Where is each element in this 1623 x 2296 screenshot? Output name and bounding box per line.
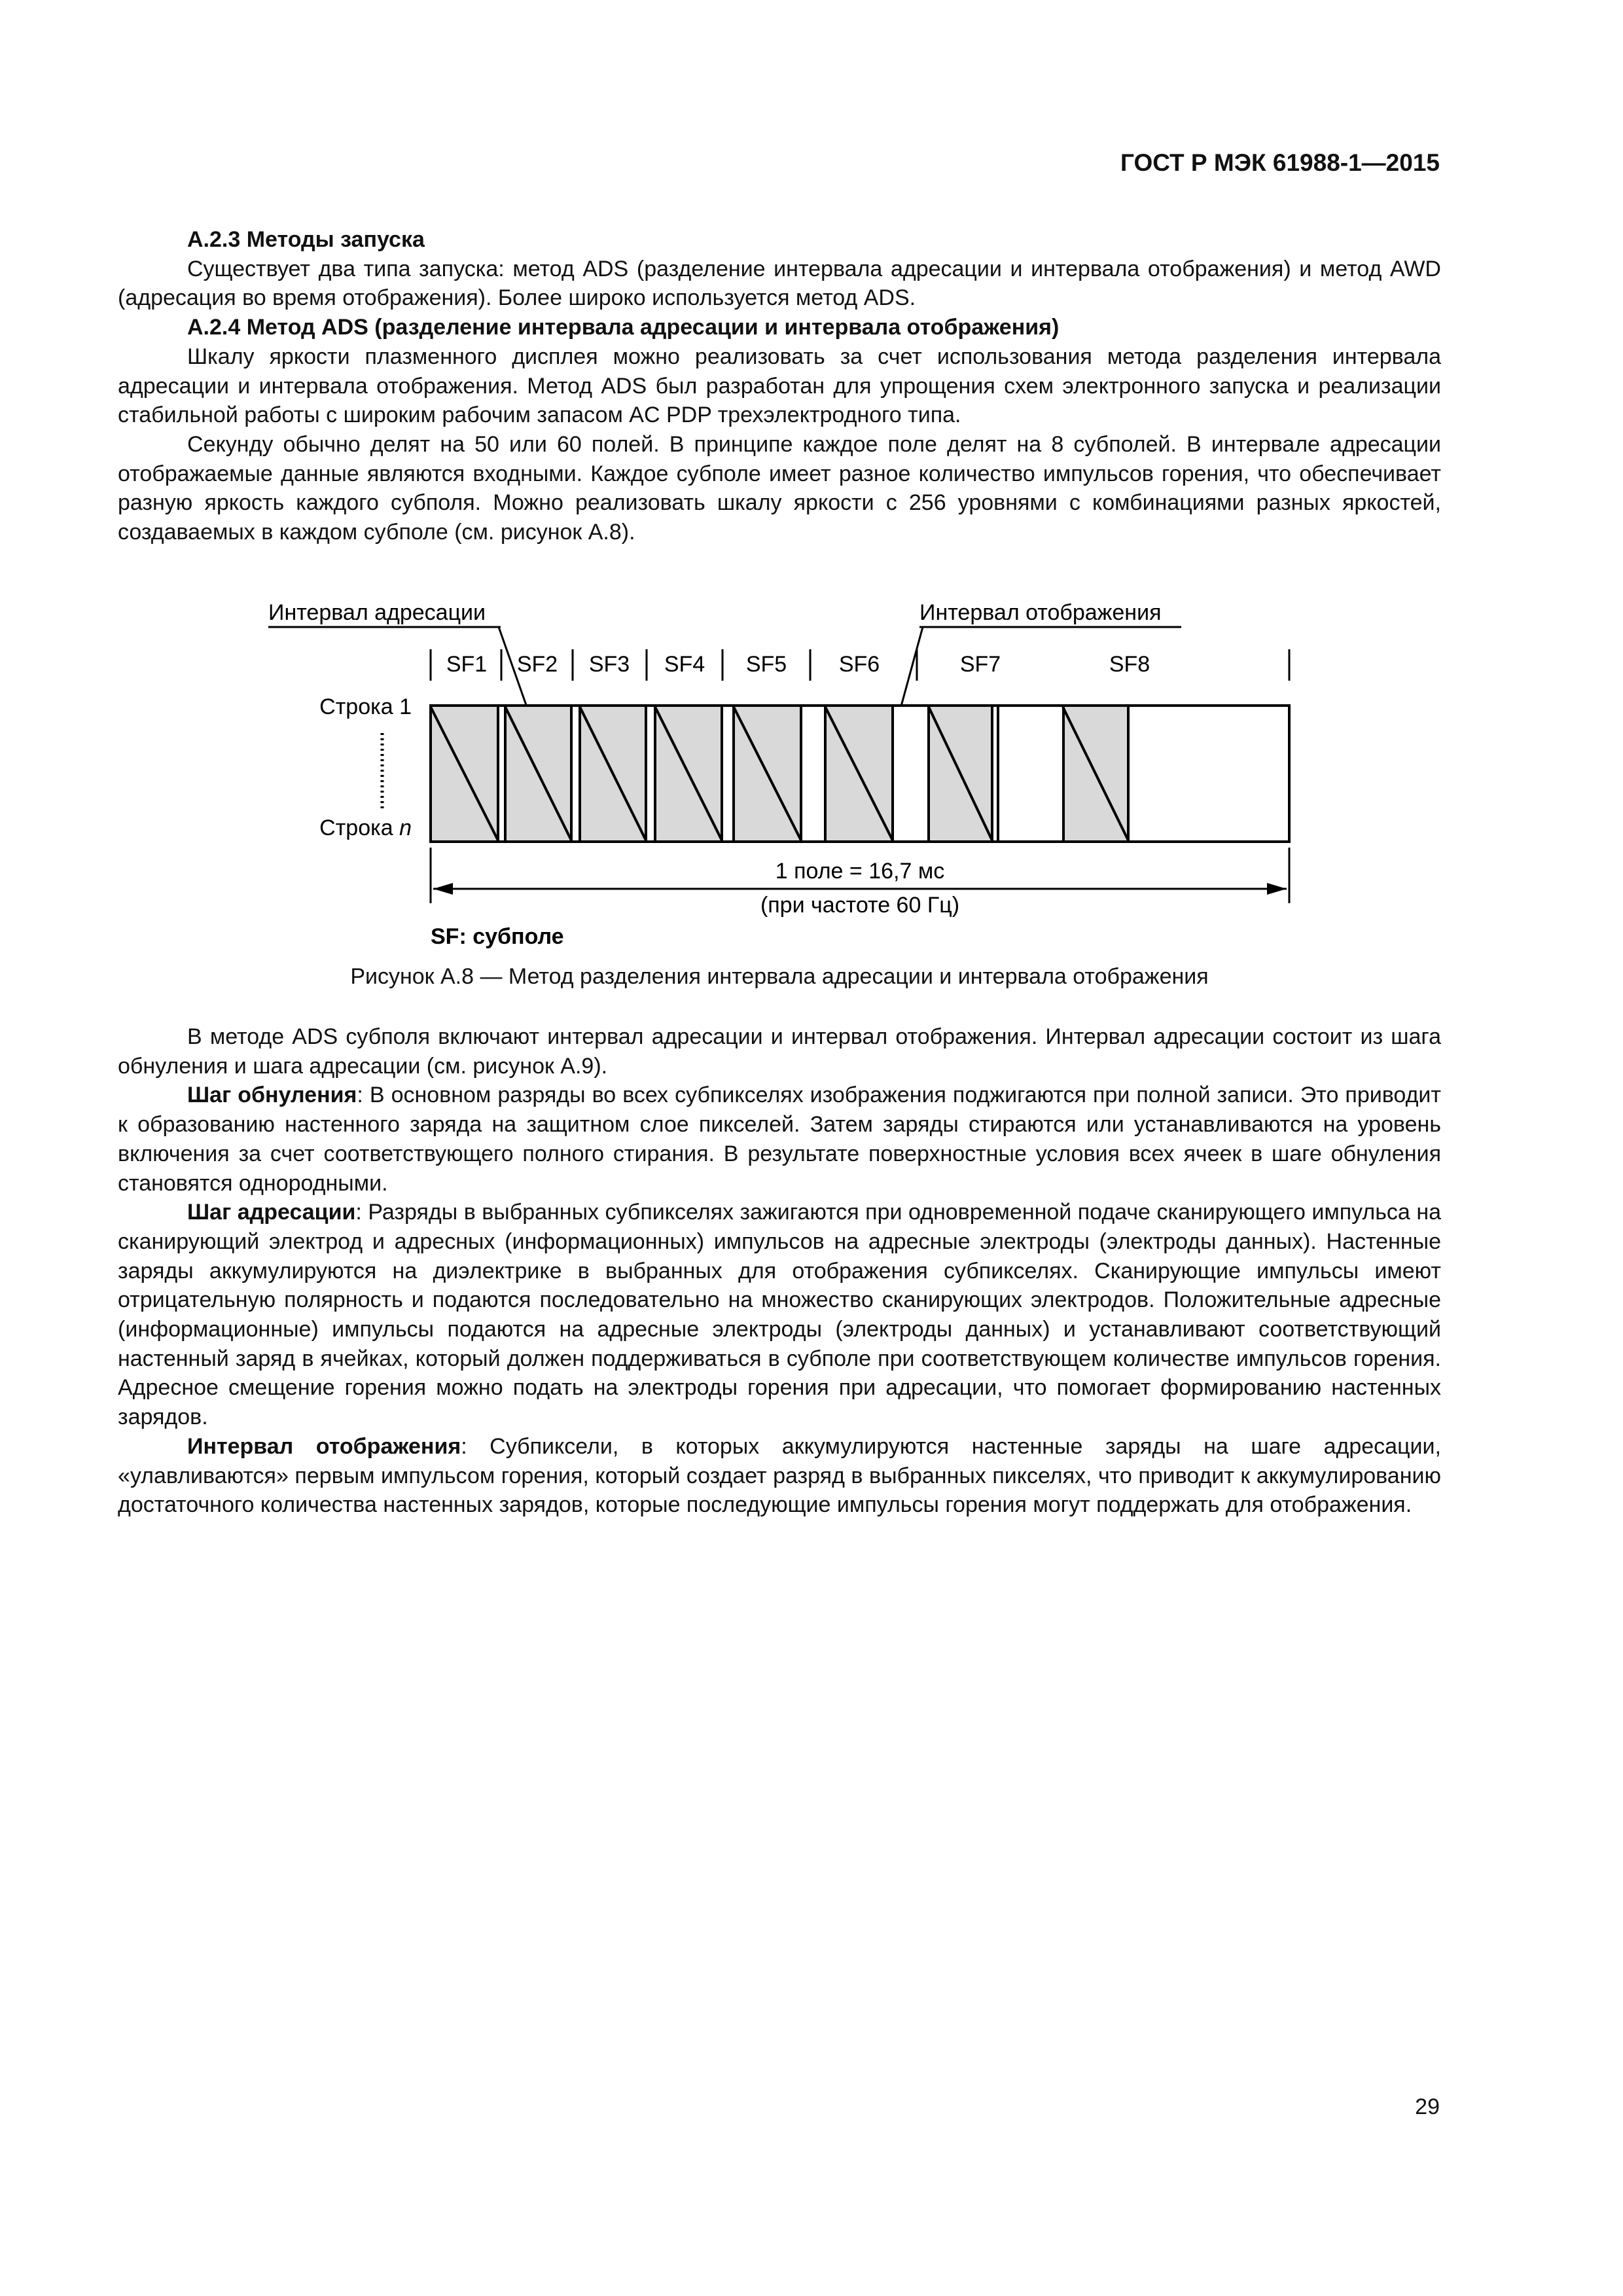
ads-diagram xyxy=(249,589,1309,956)
subfield-label: SF5 xyxy=(745,652,787,677)
subfield-label: SF1 xyxy=(446,652,488,677)
address-step-text: : Разряды в выбранных субпикселях зажигаются при одновременной подаче сканирующего импульса на сканирующий электрод и адресных (информационных) импульсов на адресные электроды (электроды данных). Настенные заряды аккумулируются на диэлектрике в выбранных для отображения субпикселях. Сканирующие импульсы имеют отрицательную полярность и подаются последовательно на множество сканирующих электродов. Положительные адресные (информационные) импульсы подаются на адресные электроды (электроды данных) и устанавливают соответствующий настенный заряд в ячейках, который должен поддерживаться в субполе при соответствующем количестве импульсов горения. Адресное смещение горения можно подать на электроды горения при адресации, что помогает формированию настенных зарядов. xyxy=(118,1200,1441,1430)
term-address-step: Шаг адресации xyxy=(187,1200,356,1225)
subfield-label: SF6 xyxy=(838,652,880,677)
figure-caption: Рисунок А.8 — Метод разделения интервала адресации и интервала отображения xyxy=(350,964,1209,989)
paragraph: Существует два типа запуска: метод ADS (разделение интервала адресации и интервала отображения) и метод AWD (адресация во время отображения). Более широко используется метод ADS. xyxy=(118,256,1441,311)
subfield-label: SF3 xyxy=(588,652,630,677)
addressing-interval-label: Интервал адресации xyxy=(268,600,486,625)
field-duration-label: 1 поле = 16,7 мс xyxy=(775,859,945,884)
paragraph: Секунду обычно делят на 50 или 60 полей. В принципе каждое поле делят на 8 субполей. В интервале адресации отображаемые данные являются входными. Каждое субполе имеет разное количество импульсов горения, что обеспечивает разную яркость каждого субполя. Можно реализовать шкалу яркости с 256 уровнями с комбинациями разных яркостей, создаваемых в каждом субполе (см. рисунок А.8). xyxy=(118,431,1441,545)
row-n-label: Строка n xyxy=(319,816,412,840)
subfield-legend: SF: субполе xyxy=(431,924,564,949)
field-frequency-label: (при частоте 60 Гц) xyxy=(760,893,960,918)
section-text-bottom xyxy=(118,1022,1441,1520)
paragraph: В методе ADS субполя включают интервал адресации и интервал отображения. Интервал адресации состоит из шага обнуления и шага адресации (см. рисунок А.9). xyxy=(118,1024,1441,1079)
reset-step-text: : В основном разряды во всех субпикселях изображения поджигаются при полной записи. Это приводит к образованию настенного заряда на защитном слое пикселей. Затем заряды стираются или устанавливаются на уровень включения за счет соответствующего полного стирания. В результате поверхностные условия всех ячеек в шаге обнуления становятся однородными. xyxy=(118,1083,1441,1196)
row-1-label: Строка 1 xyxy=(319,694,412,719)
ads-diagram-svg xyxy=(249,589,1309,956)
paragraph-address-step xyxy=(118,1198,1441,1432)
paragraph-reset-step xyxy=(118,1081,1441,1198)
subfield-label: SF8 xyxy=(1109,652,1150,677)
subfield-blocks xyxy=(431,706,1128,842)
page-number: 29 xyxy=(1415,2094,1440,2119)
paragraph-display-interval xyxy=(118,1432,1441,1520)
section-heading-a24: А.2.4 Метод ADS (разделение интервала адресации и интервала отображения) xyxy=(187,315,1060,340)
section-text-top xyxy=(118,225,1441,547)
paragraph: Шкалу яркости плазменного дисплея можно реализовать за счет использования метода разделения интервала адресации и интервала отображения. Метод ADS был разработан для упрощения схем электронного запуска и реализации стабильной работы с широким рабочим запасом AC PDP трехэлектродного типа. xyxy=(118,344,1441,428)
display-leader-line xyxy=(900,627,923,711)
section-heading-a23: А.2.3 Методы запуска xyxy=(187,227,425,252)
display-interval-text: : Субпиксели, в которых аккумулируются настенные заряды на шаге адресации, «улавливаются» первым импульсом горения, который создает разряд в выбранных пикселях, что приводит к аккумулированию достаточного количества настенных зарядов, которые последующие импульсы горения могут поддержать для отображения. xyxy=(118,1433,1441,1518)
term-display-interval: Интервал отображения xyxy=(187,1433,461,1459)
subfield-label: SF4 xyxy=(664,652,705,677)
subfield-label: SF7 xyxy=(959,652,1001,677)
display-interval-label: Интервал отображения xyxy=(919,600,1162,625)
subfield-label: SF2 xyxy=(516,652,558,677)
term-reset-step: Шаг обнуления xyxy=(187,1083,357,1108)
document-header: ГОСТ Р МЭК 61988-1—2015 xyxy=(1120,149,1440,176)
